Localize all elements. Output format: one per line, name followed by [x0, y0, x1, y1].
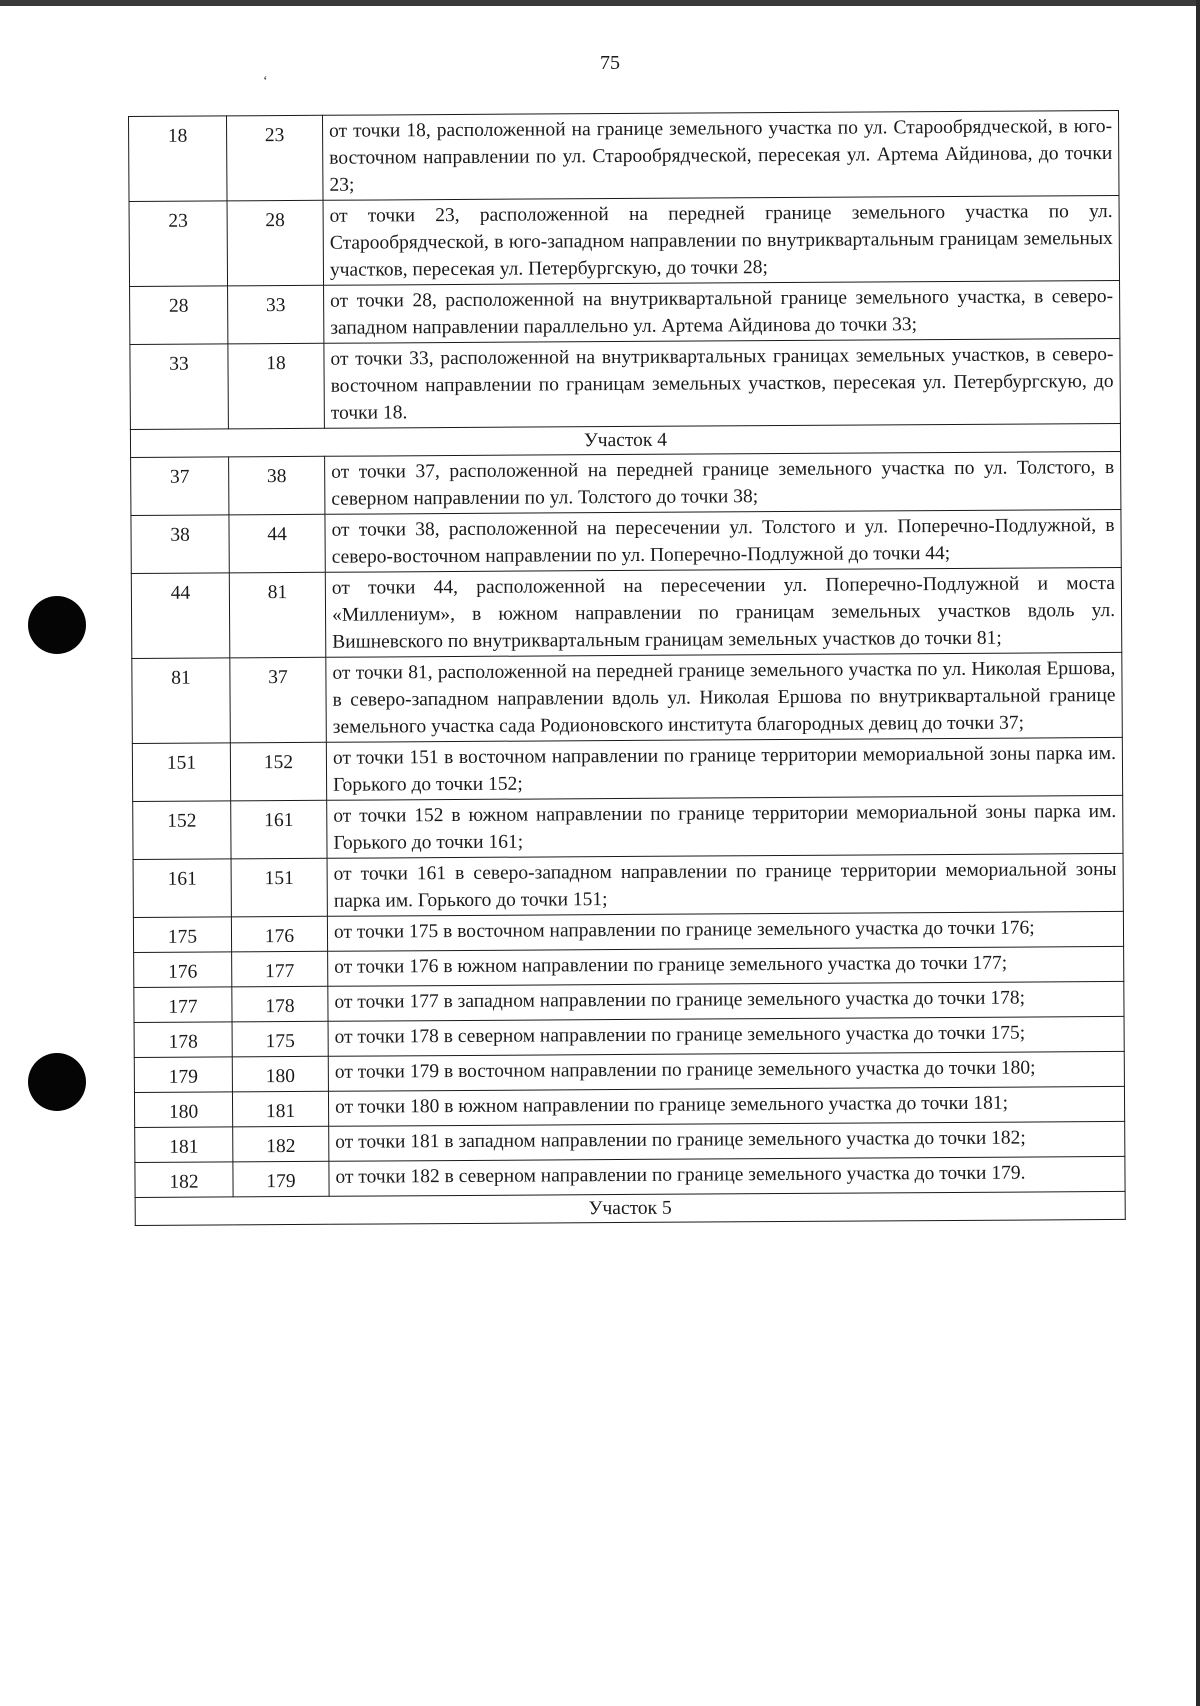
point-from: 178 [134, 1022, 232, 1058]
point-from: 23 [129, 201, 228, 287]
point-from: 176 [134, 952, 232, 988]
table-row [130, 280, 1120, 344]
point-to: 33 [228, 285, 324, 344]
point-from: 28 [130, 286, 228, 345]
segment-description: от точки 37, расположенной на передней границе земельного участка по ул. Толстого, в северном направлении по ул. Толстого до точки 38; [325, 451, 1121, 514]
segment-description: от точки 23, расположенной на передней границе земельного участка по ул. Старообрядческой, в юго-западном направлении по внутриквартальным границам земельных участков, пересекая ул. Петербургскую, до точки 28; [323, 195, 1120, 285]
point-from: 161 [133, 859, 231, 918]
point-to: 177 [232, 951, 328, 987]
point-to: 179 [233, 1161, 329, 1197]
segment-description: от точки 151 в восточном направлении по границе территории мемориальной зоны парка им. Горького до точки 152; [326, 737, 1122, 800]
point-to: 23 [227, 115, 324, 201]
point-to: 37 [230, 657, 327, 743]
scan-edge-right [1196, 0, 1200, 1706]
segment-description: от точки 181 в западном направлении по границе земельного участка до точки 182; [329, 1121, 1125, 1161]
boundary-table [128, 110, 1126, 1226]
table-row [134, 1016, 1124, 1057]
table-row [135, 1121, 1125, 1162]
table-row [130, 338, 1121, 429]
point-from: 38 [131, 515, 229, 574]
table-row [131, 451, 1121, 515]
point-from: 81 [132, 658, 231, 744]
point-from: 44 [131, 573, 230, 659]
segment-description: от точки 33, расположенной на внутриквартальных границах земельных участков, в северо-восточном направлении по границам земельных участков, пересекая ул. Петербургскую, до точки 18. [324, 338, 1121, 428]
point-to: 18 [228, 343, 325, 429]
table-row [134, 981, 1124, 1022]
point-from: 180 [134, 1092, 232, 1128]
boundary-table-wrapper [128, 110, 1125, 1226]
point-to: 180 [232, 1056, 328, 1092]
segment-description: от точки 161 в северо-западном направлении по границе территории мемориальной зоны парка им. Горького до точки 151; [327, 853, 1123, 916]
point-to: 176 [231, 916, 327, 952]
table-row [134, 1051, 1124, 1092]
point-from: 37 [131, 457, 229, 516]
point-to: 38 [229, 456, 325, 515]
segment-description: от точки 182 в северном направлении по границе земельного участка до точки 179. [329, 1156, 1125, 1196]
section-title: Участок 4 [130, 423, 1120, 457]
table-row [129, 110, 1120, 201]
segment-description: от точки 179 в восточном направлении по границе земельного участка до точки 180; [328, 1051, 1124, 1091]
table-row [133, 853, 1123, 917]
point-to: 81 [229, 572, 326, 658]
point-to: 28 [227, 200, 324, 286]
point-to: 178 [232, 986, 328, 1022]
point-from: 151 [132, 743, 230, 802]
segment-description: от точки 44, расположенной на пересечении ул. Поперечно-Подлужной и моста «Миллениум», в южном направлении по границам земельных участков вдоль ул. Вишневского по внутриквартальным границам земельных участков до точки 81; [325, 567, 1122, 657]
point-from: 182 [135, 1162, 233, 1198]
segment-description: от точки 18, расположенной на границе земельного участка по ул. Старообрядческой, в юго-восточном направлении по ул. Старообрядческой, пересекая ул. Артема Айдинова, до точки 23; [322, 110, 1119, 200]
page-number: 75 [600, 52, 620, 74]
point-from: 18 [129, 116, 228, 202]
boundary-table-body [129, 110, 1126, 1225]
scan-edge-top [0, 0, 1200, 6]
segment-description: от точки 180 в южном направлении по границе земельного участка до точки 181; [328, 1086, 1124, 1126]
table-row [133, 795, 1123, 859]
table-row [135, 1156, 1125, 1197]
point-to: 152 [230, 742, 326, 801]
point-from: 181 [135, 1127, 233, 1163]
segment-description: от точки 38, расположенной на пересечении ул. Толстого и ул. Поперечно-Подлужной, в северо-восточном направлении по ул. Поперечно-Подлужной до точки 44; [325, 509, 1121, 572]
point-to: 151 [231, 858, 327, 917]
segment-description: от точки 28, расположенной на внутриквартальной границе земельного участка, в северо-западном направлении параллельно ул. Артема Айдинова до точки 33; [324, 280, 1120, 343]
segment-description: от точки 178 в северном направлении по границе земельного участка до точки 175; [328, 1016, 1124, 1056]
point-from: 33 [130, 344, 229, 430]
segment-description: от точки 175 в восточном направлении по границе земельного участка до точки 176; [327, 911, 1123, 951]
point-from: 177 [134, 987, 232, 1023]
table-row [134, 1086, 1124, 1127]
point-from: 152 [133, 801, 231, 860]
point-from: 175 [133, 917, 231, 953]
table-row [132, 652, 1123, 743]
point-to: 44 [229, 514, 325, 573]
segment-description: от точки 176 в южном направлении по границе земельного участка до точки 177; [328, 946, 1124, 986]
table-row [131, 567, 1122, 658]
table-row [134, 946, 1124, 987]
section-row [135, 1191, 1125, 1225]
point-to: 181 [232, 1091, 328, 1127]
point-to: 182 [233, 1126, 329, 1162]
table-row [129, 195, 1120, 286]
punch-hole [28, 1053, 86, 1111]
table-row [131, 509, 1121, 573]
segment-description: от точки 81, расположенной на передней границе земельного участка по ул. Николая Ершова, в северо-западном направлении вдоль ул. Николая Ершова по внутриквартальной границе земельного участка сада Родионовского института благородных девиц до точки 37; [326, 652, 1123, 742]
stray-mark: ʻ [263, 74, 268, 89]
table-row [132, 737, 1122, 801]
segment-description: от точки 152 в южном направлении по границе территории мемориальной зоны парка им. Горького до точки 161; [327, 795, 1123, 858]
punch-hole [28, 596, 86, 654]
segment-description: от точки 177 в западном направлении по границе земельного участка до точки 178; [328, 981, 1124, 1021]
table-row [133, 911, 1123, 952]
section-title: Участок 5 [135, 1191, 1125, 1225]
point-to: 175 [232, 1021, 328, 1057]
point-to: 161 [231, 800, 327, 859]
point-from: 179 [134, 1057, 232, 1093]
